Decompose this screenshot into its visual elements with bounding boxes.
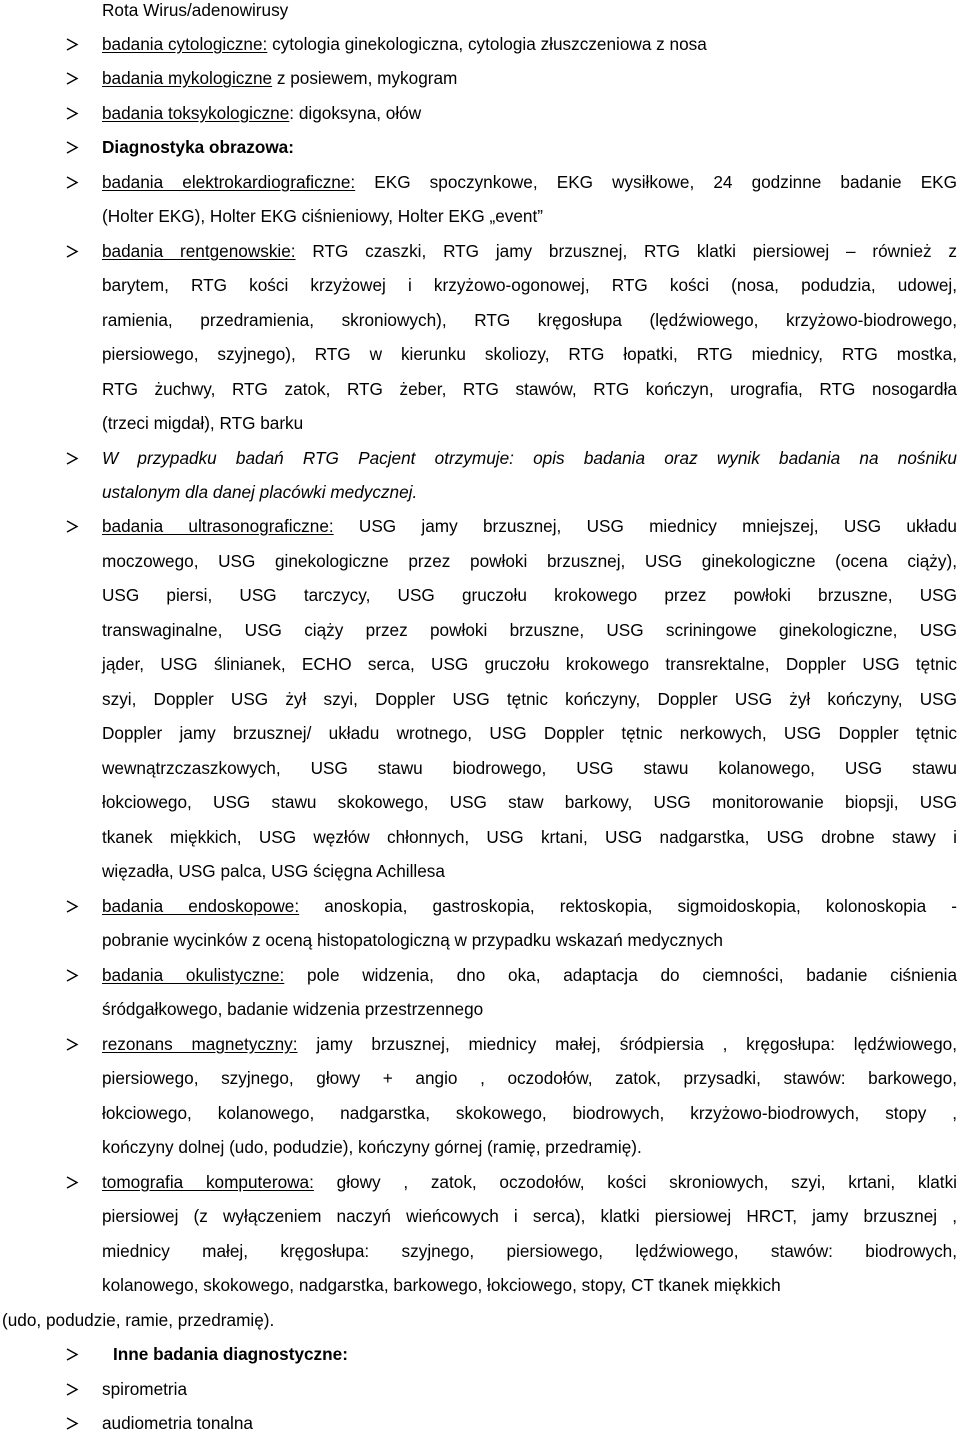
- line-text: (udo, podudzie, ramie, przedramię).: [2, 1310, 275, 1330]
- arrow-bullet-icon: [66, 960, 80, 990]
- line-text: łokciowego, USG stawu skokowego, USG staw barkowy, USG monitorowanie biopsji, USG: [102, 792, 957, 812]
- list-item: [102, 891, 957, 921]
- text-line: [102, 1236, 957, 1266]
- line-text: pobranie wycinków z oceną histopatologiczną w przypadku wskazań medycznych: [102, 930, 723, 950]
- line-text: barytem, RTG kości krzyżowej i krzyżowo-ogonowej, RTG kości (nosa, podudzia, udowej,: [102, 275, 957, 295]
- item-heading: badania ultrasonograficzne:: [102, 516, 334, 536]
- arrow-bullet-icon: [66, 29, 80, 59]
- line-text: Rota Wirus/adenowirusy: [102, 0, 289, 20]
- section-heading: [113, 1339, 957, 1369]
- line-text: łokciowego, kolanowego, nadgarstka, skokowego, biodrowych, krzyżowo-biodrowych, stopy ,: [102, 1103, 957, 1123]
- list-item: [102, 511, 957, 541]
- text-line: [102, 1201, 957, 1231]
- item-heading: rezonans magnetyczny:: [102, 1034, 298, 1054]
- line-text: miednicy małej, kręgosłupa: szyjnego, piersiowego, lędźwiowego, stawów: biodrowych,: [102, 1241, 957, 1261]
- item-text: jamy brzusznej, miednicy małej, śródpiersia , kręgosłupa: lędźwiowego,: [297, 1034, 957, 1054]
- line-text: Doppler jamy brzusznej/ układu wrotnego, USG Doppler tętnic nerkowych, USG Doppler tętnic: [102, 723, 957, 743]
- list-item: [102, 1408, 957, 1438]
- note-line: [102, 443, 957, 473]
- text-line: [102, 615, 957, 645]
- line-text: jąder, USG ślinianek, ECHO serca, USG gruczołu krokowego transrektalne, Doppler USG tętnic: [102, 654, 957, 674]
- list-item: [102, 98, 957, 128]
- arrow-bullet-icon: [66, 1029, 80, 1059]
- arrow-bullet-icon: [66, 1167, 80, 1197]
- line-text: piersiowego, szyjnego, głowy + angio , oczodołów, zatok, przysadki, stawów: barkowego,: [102, 1068, 957, 1088]
- line-text: W przypadku badań RTG Pacjent otrzymuje: opis badania oraz wynik badania na nośniku: [102, 448, 957, 468]
- text-line: [102, 305, 957, 335]
- item-text: USG jamy brzusznej, USG miednicy mniejszej, USG układu: [333, 516, 957, 536]
- arrow-bullet-icon: [66, 891, 80, 921]
- item-heading: badania toksykologiczne: [102, 103, 290, 123]
- arrow-bullet-icon: [66, 511, 80, 541]
- note-line: [102, 477, 957, 507]
- item-text: cytologia ginekologiczna, cytologia złuszczeniowa z nosa: [267, 34, 707, 54]
- list-item: [102, 167, 957, 197]
- text-line: [102, 822, 957, 852]
- arrow-bullet-icon: [66, 1408, 80, 1438]
- text-line: [102, 925, 957, 955]
- item-text: pole widzenia, dno oka, adaptacja do ciemności, badanie ciśnienia: [284, 965, 958, 985]
- text-line: [102, 856, 957, 886]
- item-heading: badania cytologiczne:: [102, 34, 268, 54]
- text-line: [2, 1305, 957, 1335]
- text-line: [102, 1132, 957, 1162]
- item-text: z posiewem, mykogram: [272, 68, 458, 88]
- list-item: [102, 1167, 957, 1197]
- item-text: RTG czaszki, RTG jamy brzusznej, RTG klatki piersiowej – również z: [295, 241, 957, 261]
- arrow-bullet-icon: [66, 98, 80, 128]
- line-text: piersiowego, szyjnego), RTG w kierunku skoliozy, RTG łopatki, RTG miednicy, RTG mostka,: [102, 344, 957, 364]
- line-text: kończyny dolnej (udo, podudzie), kończyny górnej (ramię, przedramię).: [102, 1137, 642, 1157]
- text-line: [102, 1270, 957, 1300]
- list-item: [102, 236, 957, 266]
- arrow-bullet-icon: [66, 443, 80, 473]
- line-text: (trzeci migdał), RTG barku: [102, 413, 304, 433]
- item-text: anoskopia, gastroskopia, rektoskopia, sigmoidoskopia, kolonoskopia -: [299, 896, 958, 916]
- text-line: [102, 0, 957, 25]
- list-item: [102, 1374, 957, 1404]
- arrow-bullet-icon: [66, 1374, 80, 1404]
- item-heading: badania rentgenowskie:: [102, 241, 296, 261]
- text-line: [102, 546, 957, 576]
- line-text: wewnątrzczaszkowych, USG stawu biodrowego, USG stawu kolanowego, USG stawu: [102, 758, 957, 778]
- text-line: [102, 339, 957, 369]
- line-text: śródgałkowego, badanie widzenia przestrzennego: [102, 999, 484, 1019]
- arrow-bullet-icon: [66, 1339, 80, 1369]
- text-line: [102, 718, 957, 748]
- item-text: : digoksyna, ołów: [289, 103, 422, 123]
- line-text: ustalonym dla danej placówki medycznej.: [102, 482, 418, 502]
- text-line: [102, 1063, 957, 1093]
- text-line: [102, 684, 957, 714]
- line-text: szyi, Doppler USG żył szyi, Doppler USG tętnic kończyny, Doppler USG żył kończyny, USG: [102, 689, 957, 709]
- line-text: tkanek miękkich, USG węzłów chłonnych, USG krtani, USG nadgarstka, USG drobne stawy i: [102, 827, 957, 847]
- text-line: [102, 580, 957, 610]
- line-text: moczowego, USG ginekologiczne przez powłoki brzusznej, USG ginekologiczne (ocena ciąży),: [102, 551, 957, 571]
- item-heading: badania elektrokardiograficzne:: [102, 172, 356, 192]
- line-text: transwaginalne, USG ciąży przez powłoki brzuszne, USG scriningowe ginekologiczne, USG: [102, 620, 957, 640]
- text-line: [102, 270, 957, 300]
- line-text: kolanowego, skokowego, nadgarstka, barkowego, łokciowego, stopy, CT tkanek miękkich: [102, 1275, 781, 1295]
- section-heading: [102, 132, 957, 162]
- list-item: [102, 1029, 957, 1059]
- text-line: [102, 408, 957, 438]
- list-item: [102, 63, 957, 93]
- line-text: więzadła, USG palca, USG ścięgna Achillesa: [102, 861, 445, 881]
- item-heading: badania endoskopowe:: [102, 896, 300, 916]
- line-text: RTG żuchwy, RTG zatok, RTG żeber, RTG stawów, RTG kończyn, urografia, RTG nosogardła: [102, 379, 957, 399]
- item-text: audiometria tonalna: [102, 1413, 253, 1433]
- item-text: EKG spoczynkowe, EKG wysiłkowe, 24 godzinne badanie EKG: [355, 172, 957, 192]
- arrow-bullet-icon: [66, 132, 80, 162]
- heading-text: Diagnostyka obrazowa:: [102, 137, 294, 157]
- heading-text: Inne badania diagnostyczne:: [113, 1344, 348, 1364]
- arrow-bullet-icon: [66, 236, 80, 266]
- list-item: [102, 29, 957, 59]
- item-text: spirometria: [102, 1379, 188, 1399]
- text-line: [102, 994, 957, 1024]
- item-heading: badania okulistyczne:: [102, 965, 285, 985]
- arrow-bullet-icon: [66, 167, 80, 197]
- line-text: piersiowej (z wyłączeniem naczyń wieńcowych i serca), klatki piersiowej HRCT, jamy brzusznej ,: [102, 1206, 957, 1226]
- item-text: głowy , zatok, oczodołów, kości skroniowych, szyi, krtani, klatki: [313, 1172, 957, 1192]
- list-item: [102, 960, 957, 990]
- text-line: [102, 753, 957, 783]
- line-text: USG piersi, USG tarczycy, USG gruczołu krokowego przez powłoki brzuszne, USG: [102, 585, 957, 605]
- text-line: [102, 1098, 957, 1128]
- item-heading: tomografia komputerowa:: [102, 1172, 314, 1192]
- text-line: [102, 201, 957, 231]
- line-text: (Holter EKG), Holter EKG ciśnieniowy, Holter EKG „event”: [102, 206, 543, 226]
- text-line: [102, 374, 957, 404]
- item-heading: badania mykologiczne: [102, 68, 273, 88]
- text-line: [102, 787, 957, 817]
- text-line: [102, 649, 957, 679]
- arrow-bullet-icon: [66, 63, 80, 93]
- line-text: ramienia, przedramienia, skroniowych), RTG kręgosłupa (lędźwiowego, krzyżowo-biodrowego,: [102, 310, 957, 330]
